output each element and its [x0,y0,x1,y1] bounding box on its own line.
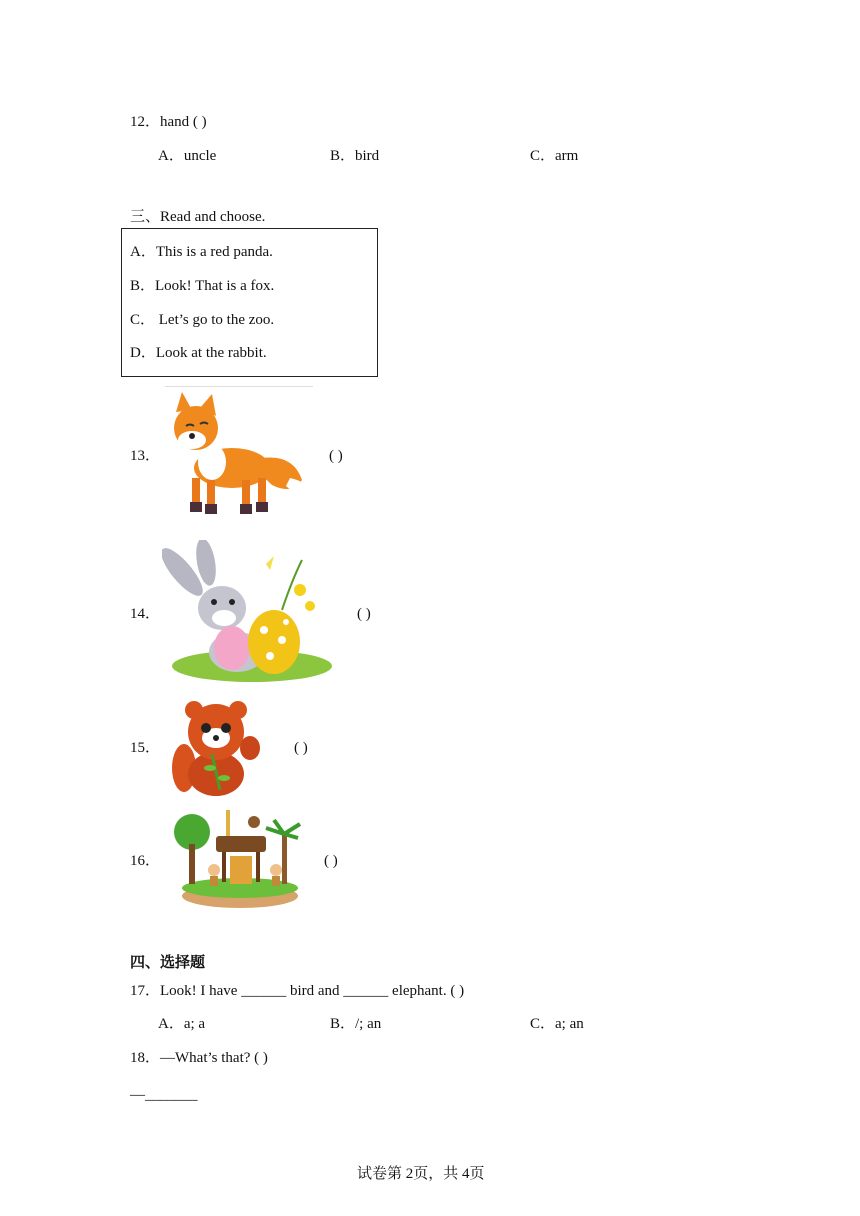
item14-number: 14． [130,606,161,622]
section4-heading: 四、选择题 [130,955,206,971]
item15-number: 15． [130,740,161,756]
q12-option-b: B．bird [330,148,380,164]
box-option-a: A．This is a red panda. [130,244,273,260]
rabbit-image [162,540,334,686]
item13-blank: ( ) [329,448,343,464]
q12-stem: 12．hand ( ) [130,114,207,130]
item14-blank: ( ) [357,606,371,622]
q18-answer-line: —_______ [130,1087,198,1103]
box-option-c: C． Let’s go to the zoo. [130,312,275,328]
box-option-b: B．Look! That is a fox. [130,278,275,294]
section3-heading: 三、Read and choose. [130,209,266,225]
q17-option-b: B．/; an [330,1016,382,1032]
zoo-scene-image [170,808,310,912]
fox-image [162,390,314,522]
q17-stem: 17．Look! I have ______ bird and ______ elephant. ( ) [130,983,465,999]
page-footer: 试卷第 2页，共 4页 [357,1166,485,1182]
q17-option-a: A．a; a [158,1016,206,1032]
item16-number: 16． [130,853,161,869]
q12-option-c: C．arm [530,148,579,164]
q18-stem: 18．—What’s that? ( ) [130,1050,268,1066]
divider [165,386,313,387]
q17-option-c: C．a; an [530,1016,584,1032]
item15-blank: ( ) [294,740,308,756]
q12-option-a: A．uncle [158,148,217,164]
box-option-d: D．Look at the rabbit. [130,345,267,361]
red-panda-image [166,698,264,798]
item16-blank: ( ) [324,853,338,869]
item13-number: 13． [130,448,161,464]
